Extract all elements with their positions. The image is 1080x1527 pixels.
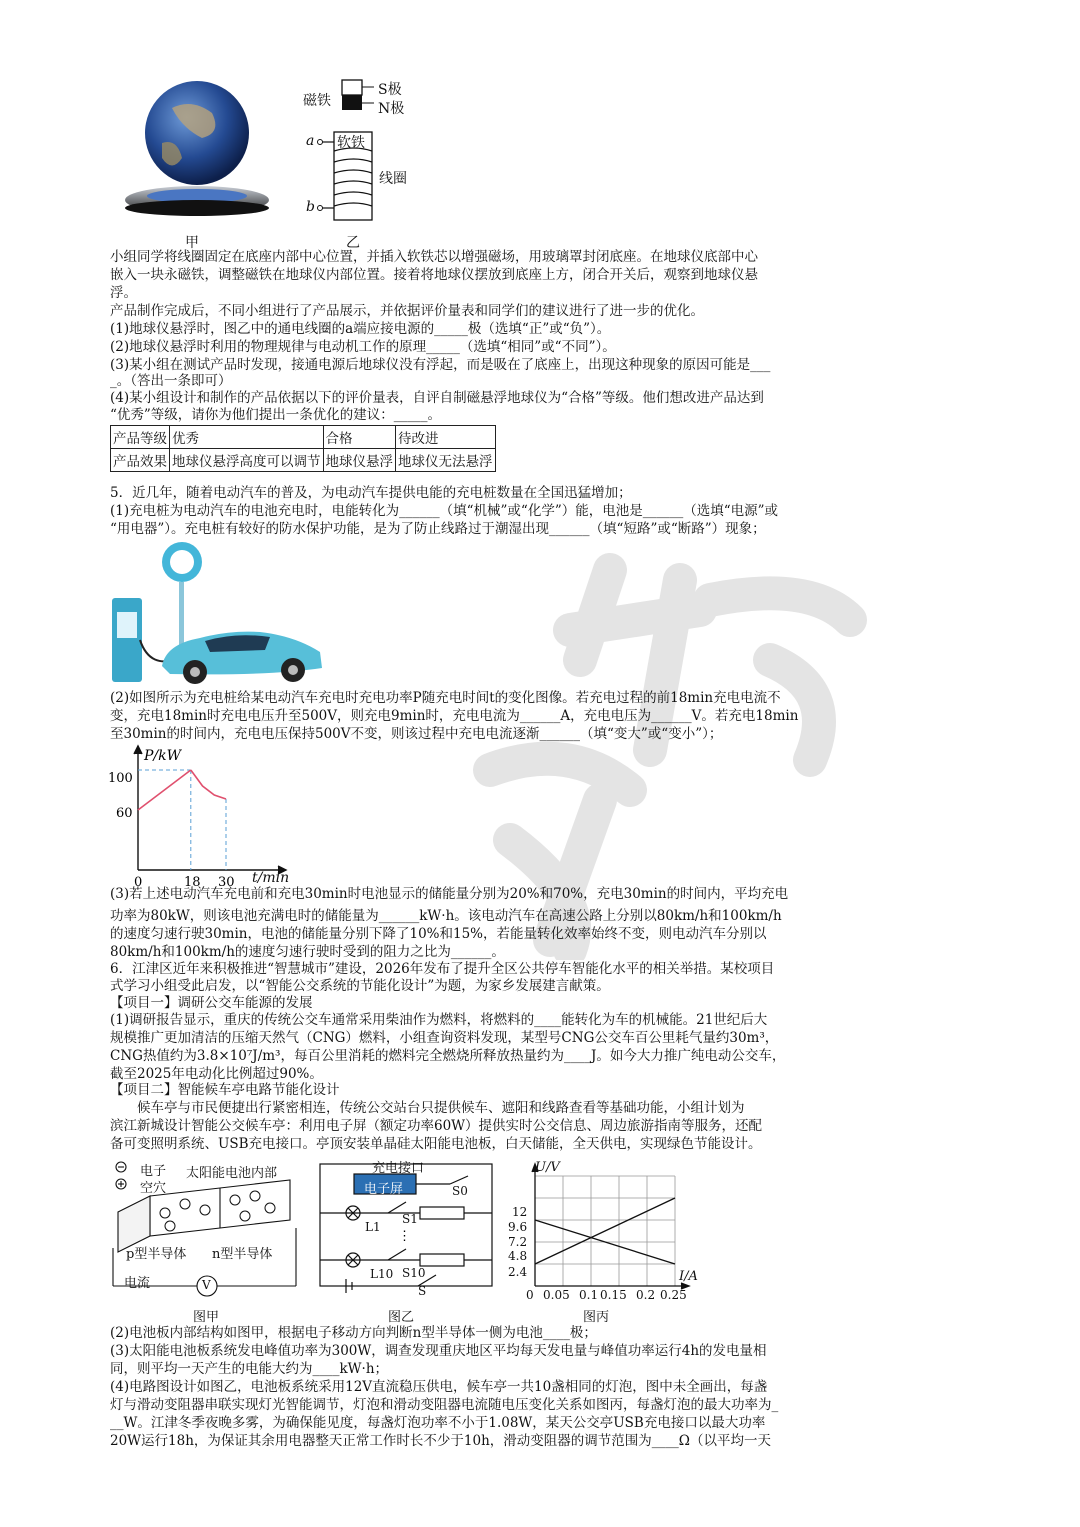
- question-line: (1)地球仪悬浮时，图乙中的通电线圈的a端应接电源的_____极（选填“正”或“负”）。: [110, 321, 611, 337]
- screen-label: 电子屏: [364, 1182, 404, 1197]
- lamp-l10-label: L10: [370, 1267, 394, 1281]
- table-cell: 地球仪悬浮: [323, 449, 396, 472]
- table-cell: 产品等级: [111, 426, 170, 449]
- levitating-globe-illustration: [122, 78, 277, 248]
- table-cell: 地球仪无法悬浮: [396, 449, 496, 472]
- section-heading: 【项目一】调研公交车能源的发展: [110, 995, 313, 1011]
- paragraph-line: 滨江新城设计智能公交候车亭：利用电子屏（额定功率60W）提供实时公交信息、周边旅游指南等服务，还配: [110, 1118, 763, 1134]
- s-pole-label: S极: [378, 82, 402, 98]
- question-line: __W。江津冬季夜晚多雾，为确保能见度，每盏灯泡功率不小于1.08W，某天公交亭USB充电接口以最大功率: [110, 1415, 766, 1431]
- question-line: 至30min的时间内，充电电压保持500V不变，则该过程中充电电流逐渐______（填“变大”或“变小”）；: [110, 726, 723, 742]
- switch-s0-label: S0: [452, 1184, 468, 1198]
- table-cell: 地球仪悬浮高度可以调节: [170, 449, 324, 472]
- ui-y-tick: 9.6: [508, 1220, 528, 1234]
- section-heading: 【项目二】智能候车亭电路节能化设计: [110, 1082, 340, 1098]
- question-line: “优秀”等级，请你为他们提出一条优化的建议：_____。: [110, 407, 442, 423]
- ui-x-tick: 0.1: [579, 1288, 599, 1302]
- table-cell: 产品效果: [111, 449, 170, 472]
- question-line: “用电器”）。充电桩有较好的防水保护功能，是为了防止线路过于潮湿出现______（填“短路”或“断路”）现象；: [110, 521, 766, 537]
- chart-y-tick: 100: [108, 771, 133, 786]
- ui-graph: [505, 1162, 700, 1304]
- question-line: 同，则平均一天产生的电能大约为____kW·h；: [110, 1361, 389, 1377]
- charging-station-illustration: [110, 540, 330, 688]
- question-line: (3)太阳能电池板系统发电峰值功率为300W，调查发现重庆地区平均每天发电量与峰值功率运行4h的发电量相: [110, 1343, 767, 1359]
- chart-series-line: [138, 770, 191, 810]
- soft-iron-label: 软铁: [337, 135, 365, 151]
- question-line: 80km/h和100km/h的速度匀速行驶时受到的阻力之比为______。: [110, 944, 505, 960]
- question-line: (2)如图所示为充电桩给某电动汽车充电时充电功率P随充电时间t的变化图像。若充电过程的前18min充电电流不: [110, 690, 781, 706]
- question-line: (1)充电桩为电动汽车的电池充电时，电能转化为______（填“机械”或“化学”）能，电池是______（选填“电源”或: [110, 503, 779, 519]
- lamp-l1-label: L1: [365, 1220, 381, 1234]
- terminal-b: b: [306, 199, 315, 215]
- ui-x-tick: 0: [526, 1288, 534, 1302]
- chart-x-tick: 18: [184, 875, 201, 888]
- question-line: (3)某小组在测试产品时发现，接通电源后地球仪没有浮起，而是吸在了底座上，出现这种现象的原因可能是___: [110, 357, 771, 373]
- n-pole-label: N极: [378, 101, 405, 117]
- caption-jia: 甲: [185, 235, 199, 251]
- caption-fig-yi: 图乙: [388, 1310, 415, 1325]
- ui-x-tick: 0.15: [600, 1288, 627, 1302]
- caption-yi: 乙: [346, 235, 360, 251]
- ui-y-tick: 4.8: [508, 1249, 528, 1263]
- n-type-label: n型半导体: [212, 1247, 273, 1262]
- p-type-label: p型半导体: [126, 1247, 187, 1262]
- paragraph-line: 浮。: [110, 285, 137, 301]
- chart-series-line: [191, 770, 226, 799]
- paragraph-line: 备可变照明系统、USB充电接口。亭顶安装单晶硅太阳能电池板，白天储能，全天供电，实现绿色节能设计。: [110, 1136, 762, 1152]
- solar-inside-label: 太阳能电池内部: [186, 1166, 278, 1181]
- table-cell: 合格: [323, 426, 396, 449]
- terminal-a: a: [306, 133, 315, 149]
- current-label: 电流: [124, 1276, 151, 1291]
- voltmeter-symbol: V: [202, 1278, 211, 1292]
- paragraph-line: 小组同学将线圈固定在底座内部中心位置，并插入软铁芯以增强磁场，用玻璃罩封闭底座。在地球仪底部中心: [110, 249, 758, 265]
- question-line: 式学习小组受此启发，以“智能公交系统的节能化设计”为题，为家乡发展建言献策。: [110, 978, 610, 994]
- switch-s-label: S: [418, 1284, 427, 1298]
- legend-hole: 空穴: [140, 1181, 167, 1196]
- svg-text:⋮: ⋮: [398, 1229, 411, 1244]
- ui-y-axis-label: U/V: [535, 1160, 560, 1175]
- ui-x-axis-label: I/A: [679, 1269, 698, 1284]
- question-line: 20W运行18h，为保证其余用电器整天正常工作时长不少于10h，滑动变阻器的调节范围为____Ω（以平均一天: [110, 1433, 771, 1449]
- chart-y-axis-label: P/kW: [144, 748, 182, 764]
- chart-x-tick: 0: [134, 875, 143, 888]
- question-line: CNG热值约为3.8×10⁷J/m³，每百公里消耗的燃料完全燃烧所释放热量约为____J。如今大力推广纯电动公交车，: [110, 1048, 786, 1064]
- caption-fig-bing: 图丙: [583, 1310, 610, 1325]
- chart-x-axis-label: t/min: [252, 870, 290, 886]
- table-cell: 待改进: [396, 426, 496, 449]
- usb-port-label: 充电接口: [372, 1161, 425, 1176]
- question-line: 截至2025年电动化比例超过90%。: [110, 1066, 323, 1082]
- question-line: 5．近几年，随着电动汽车的普及，为电动汽车提供电能的充电桩数量在全国迅猛增加；: [110, 485, 632, 501]
- question-line: _。（答出一条即可）: [110, 373, 232, 389]
- question-line: (2)电池板内部结构如图甲，根据电子移动方向判断n型半导体一侧为电池____极；: [110, 1325, 597, 1341]
- power-time-chart: [108, 740, 298, 888]
- ui-y-tick: 12: [512, 1205, 528, 1219]
- paragraph-line: 产品制作完成后，不同小组进行了产品展示，并依据评价量表和同学们的建议进行了进一步的优化。: [110, 303, 704, 319]
- chart-y-tick: 60: [116, 806, 133, 821]
- chart-x-tick: 30: [218, 875, 235, 888]
- switch-s1-label: S1: [402, 1212, 418, 1226]
- paragraph-line: 候车亭与市民便捷出行紧密相连，传统公交站台只提供候车、遮阳和线路查看等基础功能，小组计划为: [110, 1100, 745, 1116]
- question-line: 功率为80kW，则该电池充满电时的储能量为______kW·h。该电动汽车在高速公路上分别以80km/h和100km/h: [110, 908, 782, 924]
- ui-y-tick: 7.2: [508, 1235, 528, 1249]
- question-line: 的速度匀速行驶30min，电池的储能量分别下降了10%和15%，若能量转化效率始终不变，则电动汽车分别以: [110, 926, 767, 942]
- question-line: 灯与滑动变阻器串联实现灯光智能调节，灯泡和滑动变阻器电流随电压变化关系如图丙，每盏灯泡的最大功率为_: [110, 1397, 779, 1413]
- question-line: (3)若上述电动汽车充电前和充电30min时电池显示的储能量分别为20%和70%，充电30min的时间内，平均充电: [110, 886, 789, 902]
- question-line: (2)地球仪悬浮时利用的物理规律与电动机工作的原理_____（选填“相同”或“不同”）。: [110, 339, 616, 355]
- table-row: [111, 449, 496, 472]
- legend-electron: 电子: [140, 1164, 167, 1179]
- question-line: 变，充电18min时充电电压升至500V，则充电9min时，充电电流为______A，充电电压为______V。若充电18min: [110, 708, 799, 724]
- question-line: (4)某小组设计和制作的产品依据以下的评价量表，自评自制磁悬浮地球仪为“合格”等级。他们想改进产品达到: [110, 390, 764, 406]
- magnet-label: 磁铁: [303, 93, 331, 109]
- question-line: 规模推广更加清洁的压缩天然气（CNG）燃料，小组查询资料发现，某型号CNG公交车百公里耗气量约30m³，: [110, 1030, 779, 1046]
- question-line: 6．江津区近年来积极推进“智慧城市”建设，2026年发布了提升全区公共停车智能化水平的相关举措。某校项目: [110, 961, 775, 977]
- paragraph-line: 嵌入一块永磁铁，调整磁铁在地球仪内部位置。接着将地球仪摆放到底座上方，闭合开关后，观察到地球仪悬: [110, 267, 758, 283]
- caption-fig-jia: 图甲: [193, 1310, 220, 1325]
- table-row: [111, 426, 496, 449]
- switch-s10-label: S10: [402, 1266, 426, 1280]
- ui-x-tick: 0.2: [636, 1288, 656, 1302]
- ui-x-tick: 0.05: [543, 1288, 570, 1302]
- question-line: (1)调研报告显示，重庆的传统公交车通常采用柴油作为燃料，将燃料的____能转化为车的机械能。21世纪后大: [110, 1012, 768, 1028]
- coil-label: 线圈: [379, 171, 407, 187]
- question-line: (4)电路图设计如图乙，电池板系统采用12V直流稳压供电，候车亭一共10盏相同的灯泡，图中未全画出，每盏: [110, 1379, 768, 1395]
- ui-x-tick: 0.25: [660, 1288, 687, 1302]
- ui-y-tick: 2.4: [508, 1265, 528, 1279]
- table-cell: 优秀: [170, 426, 324, 449]
- evaluation-table: [110, 425, 496, 472]
